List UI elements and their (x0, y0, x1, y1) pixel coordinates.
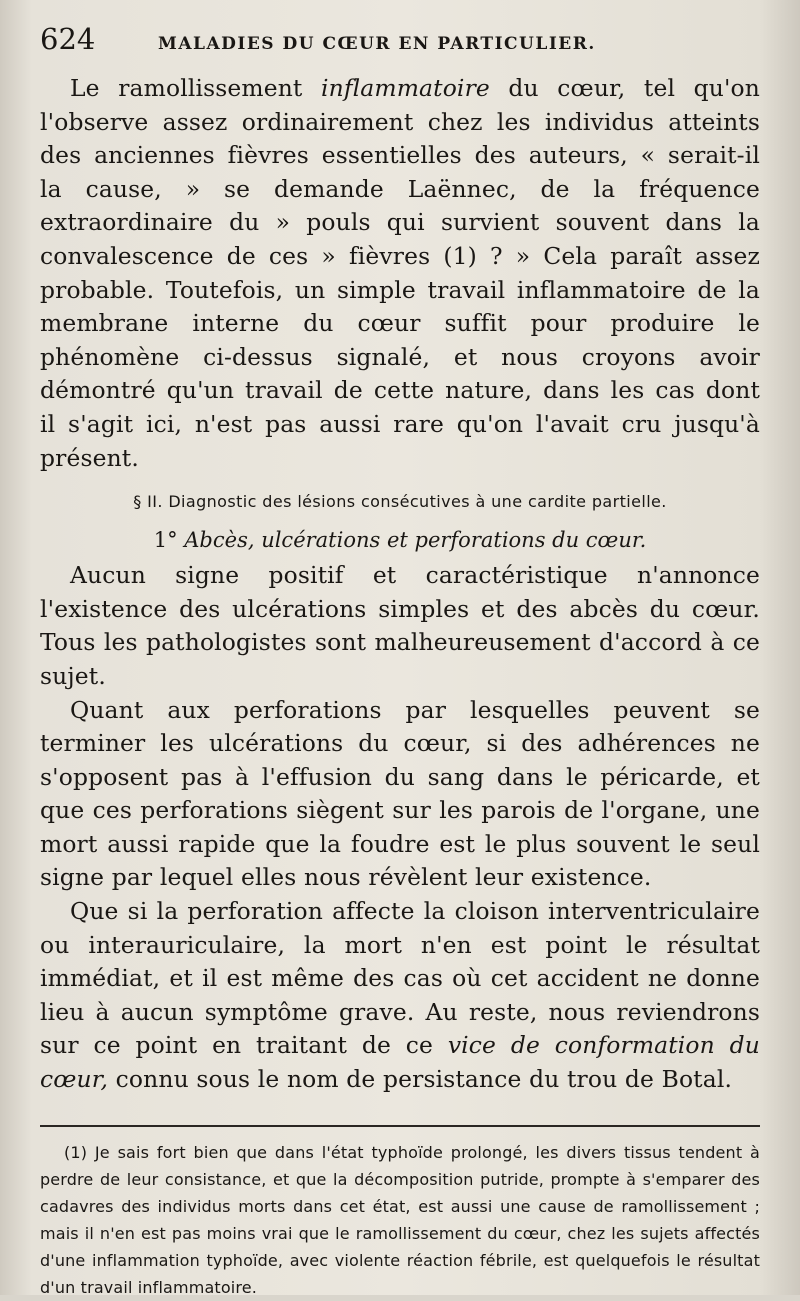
subheading-title: Abcès, ulcérations et perforations du cœur. (184, 528, 647, 553)
page-number: 624 (40, 22, 96, 56)
paragraph-4-italic: vice de conformation du cœur, (40, 1031, 760, 1094)
subheading-number: 1° (153, 528, 185, 553)
subheading (40, 525, 760, 555)
paragraph-4-start: Que si la perforation affecte la cloison interventriculaire ou interauriculaire, la mort n'en est point le résultat immédiat, et il est même des cas où cet accident ne donne lieu à aucun symptôme grave. Au reste, nous reviendrons sur ce point en traitant de ce (40, 897, 760, 1060)
page-header (40, 22, 760, 72)
paragraph-4-rest: connu sous le nom de persistance du trou de Botal. (108, 1065, 733, 1094)
paragraph-1-start: Le ramollissement (70, 74, 322, 102)
footnote: (1) Je sais fort bien que dans l'état typhoïde prolongé, les divers tissus tendent à perdre de leur consistance, et que la décomposition putride, prompte à s'emparer des cadavres des individus morts dans cet état, est aussi une cause de ramollissement ; mais il n'en est pas moins vrai que le ramollissement du cœur, chez les sujets affectés d'une inflammation typhoïde, avec violente réaction fébrile, est quelquefois le résultat d'un travail inflammatoire. (40, 1142, 760, 1297)
paragraph-ramollissement (40, 72, 760, 475)
section-text (40, 559, 760, 1097)
footnote-divider (40, 1125, 760, 1127)
paragraph-1-rest: du cœur, tel qu'on l'observe assez ordinairement chez les individus atteints des anciennes fièvres essentielles des auteurs, « serait-il la cause, » se demande Laënnec, de la fréquence extraordinaire du » pouls qui survient souvent dans la convalescence de ces » fièvres (1) ? » Cela paraît assez probable. Toutefois, un simple travail inflammatoire de la membrane interne du cœur suffit pour produire le phénomène ci-dessus signalé, et nous croyons avoir démontré qu'un travail de cette nature, dans les cas dont il s'agit ici, n'est pas aussi rare qu'on l'avait cru jusqu'à présent. (40, 74, 760, 472)
paragraph-1-italic: inflammatoire (321, 74, 490, 102)
paragraph-cloison (40, 895, 760, 1097)
paragraph-ulcerations: Aucun signe positif et caractéristique n'annonce l'existence des ulcérations simples et des abcès du cœur. Tous les pathologistes sont malheureusement d'accord à ce sujet. (40, 561, 760, 690)
running-title: MALADIES DU CŒUR EN PARTICULIER. (158, 34, 596, 54)
main-text (40, 72, 760, 475)
section-heading: § II. Diagnostic des lésions consécutives à une cardite partielle. (133, 492, 667, 512)
paragraph-perforations: Quant aux perforations par lesquelles peuvent se terminer les ulcérations du cœur, si des adhérences ne s'opposent pas à l'effusion du sang dans le péricarde, et que ces perforations siègent sur les parois de l'organe, une mort aussi rapide que la foudre est le plus souvent le seul signe par lequel elles nous révèlent leur existence. (40, 695, 760, 892)
